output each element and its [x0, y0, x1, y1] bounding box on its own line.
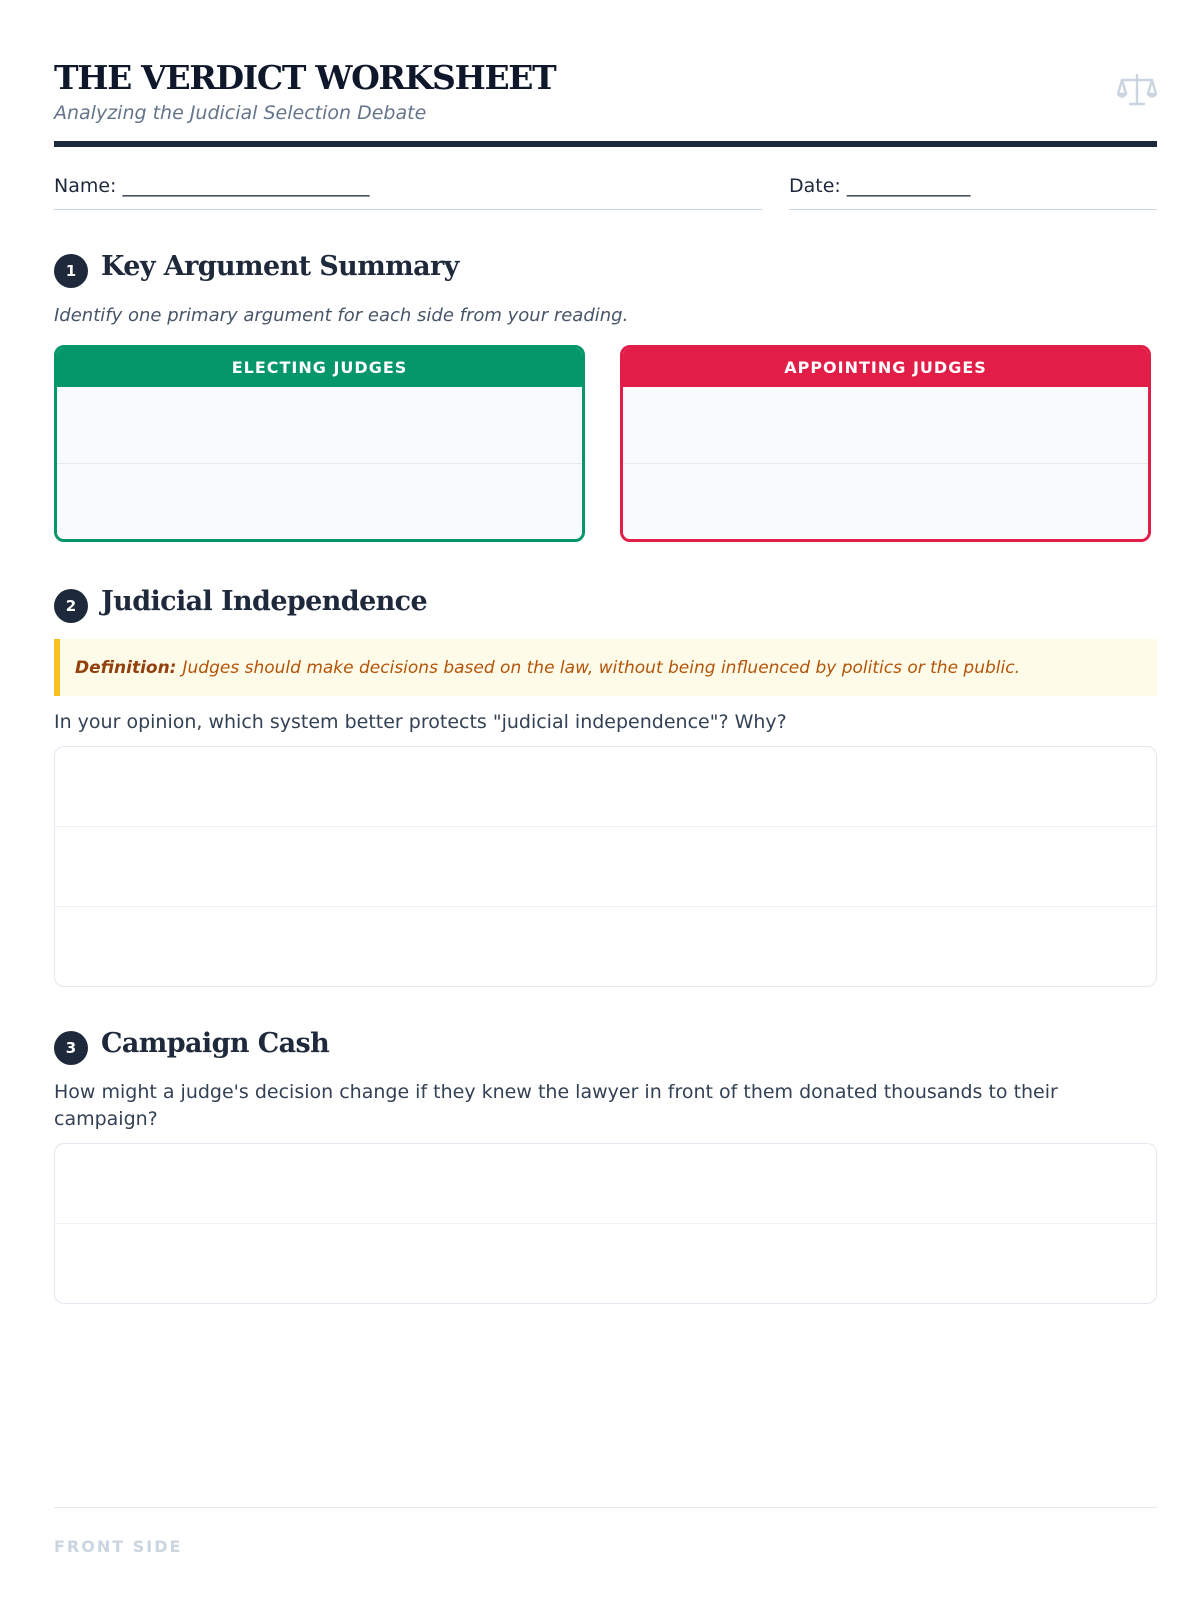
page-title: THE VERDICT WORKSHEET [54, 58, 556, 97]
writing-line[interactable] [623, 463, 1148, 540]
worksheet-header [54, 58, 1157, 148]
electing-judges-box [54, 345, 585, 542]
definition-text: Judges should make decisions based on the law, without being influenced by politics or the public. [182, 657, 1020, 678]
section-title: Judicial Independence [101, 586, 428, 617]
writing-line[interactable] [55, 826, 1156, 906]
scales-of-justice-icon [1117, 72, 1157, 108]
worksheet-page [54, 0, 1157, 1600]
definition-label: Definition: [75, 657, 177, 678]
appointing-judges-header: APPOINTING JUDGES [623, 348, 1148, 387]
section-number-badge: 3 [54, 1031, 88, 1065]
name-label: Name: __________________________ [54, 175, 370, 197]
writing-line[interactable] [55, 906, 1156, 986]
appointing-judges-box [620, 345, 1151, 542]
section-number-badge: 1 [54, 254, 88, 288]
page-subtitle: Analyzing the Judicial Selection Debate [54, 102, 427, 124]
independence-answer-box[interactable] [54, 746, 1157, 987]
header-divider [54, 141, 1157, 147]
writing-line[interactable] [55, 1144, 1156, 1223]
section-number-badge: 2 [54, 589, 88, 623]
writing-line[interactable] [55, 747, 1156, 826]
electing-judges-header: ELECTING JUDGES [57, 348, 582, 387]
campaign-answer-box[interactable] [54, 1143, 1157, 1304]
section-title: Campaign Cash [101, 1028, 330, 1059]
writing-line[interactable] [57, 387, 582, 463]
date-label: Date: _____________ [789, 175, 971, 197]
section-title: Key Argument Summary [101, 251, 459, 282]
section-2-prompt: In your opinion, which system better protects "judicial independence"? Why? [54, 711, 787, 733]
footer-label: FRONT SIDE [54, 1537, 183, 1556]
section-1-instruction: Identify one primary argument for each side from your reading. [54, 305, 629, 326]
definition-callout [54, 639, 1157, 696]
writing-line[interactable] [623, 387, 1148, 463]
writing-line[interactable] [55, 1223, 1156, 1303]
writing-line[interactable] [57, 463, 582, 540]
date-field[interactable] [789, 175, 1157, 210]
footer-divider [54, 1507, 1157, 1508]
section-3-prompt: How might a judge's decision change if they knew the lawyer in front of them donated thousands to their campaign? [54, 1081, 1058, 1130]
name-field[interactable] [54, 175, 762, 210]
